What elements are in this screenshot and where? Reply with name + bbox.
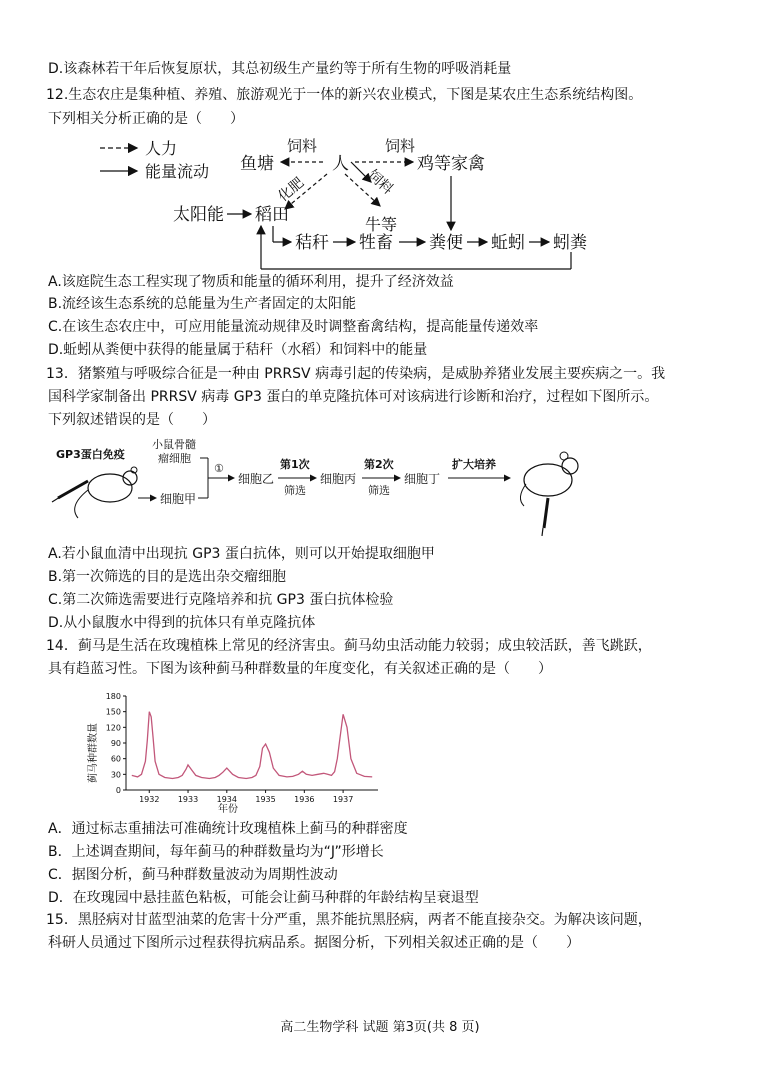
q12-option-d: D.蚯蚓从粪便中获得的能量属于秸秆（水稻）和饲料中的能量 <box>48 342 428 358</box>
q13-option-a: A.若小鼠血清中出现抗 GP3 蛋白抗体，则可以开始提取细胞甲 <box>48 546 435 562</box>
label-screen1-a: 第1次 <box>280 458 310 471</box>
node-cattle: 牛等 <box>365 215 398 234</box>
mouse-left-icon <box>75 467 137 518</box>
x-tick-label: 1936 <box>294 795 315 804</box>
node-cell-b: 细胞乙 <box>238 472 275 486</box>
node-straw: 秸秆 <box>295 233 329 253</box>
y-tick-label: 150 <box>105 707 121 717</box>
chart-ticks <box>106 692 354 804</box>
node-poultry: 鸡等家禽 <box>417 154 485 174</box>
syringe-left-icon <box>52 481 88 502</box>
mab-diagram <box>48 436 608 536</box>
label-screen2-b: 筛选 <box>368 484 390 497</box>
node-rice: 稻田 <box>255 205 289 225</box>
q14-option-d: D．在玫瑰园中悬挂蓝色粘板，可能会让蓟马种群的年龄结构呈衰退型 <box>48 890 479 906</box>
label-feed-1: 饲料 <box>287 137 318 155</box>
q15-stem-line2: 科研人员通过下图所示过程获得抗病品系。据图分析，下列相关叙述正确的是（ ） <box>48 935 580 951</box>
chart-axes <box>126 696 378 790</box>
y-tick-label: 90 <box>110 739 121 748</box>
eco-diagram <box>95 134 595 284</box>
page-footer: 高二生物学科 试题 第3页(共 8 页) <box>280 1020 480 1035</box>
thrips-population-chart <box>78 688 388 814</box>
q13-option-d: D.从小鼠腹水中得到的抗体只有单克隆抗体 <box>48 615 316 631</box>
q13-option-b: B.第一次筛选的目的是选出杂交瘤细胞 <box>48 569 287 585</box>
x-tick-label: 1932 <box>139 795 160 804</box>
y-tick-label: 120 <box>105 723 121 733</box>
node-cell-c: 细胞丙 <box>320 472 357 486</box>
node-wormcast: 蚓粪 <box>553 233 587 253</box>
node-livestock: 牲畜 <box>359 233 393 253</box>
q12-stem-line1: 12.生态农庄是集种植、养殖、旅游观光于一体的新兴农业模式，下图是某农庄生态系统结构图。 <box>46 87 643 103</box>
chart-xlabel: 年份 <box>218 804 238 814</box>
label-feed-2: 饲料 <box>385 137 416 155</box>
node-fishpond: 鱼塘 <box>240 154 274 174</box>
chart-ylabel: 蓟马种群数量 <box>88 723 99 783</box>
x-tick-label: 1935 <box>255 795 276 804</box>
q14-option-c: C．据图分析，蓟马种群数量波动为周期性波动 <box>48 867 338 883</box>
q14-option-a: A．通过标志重捕法可准确统计玫瑰植株上蓟马的种群密度 <box>48 821 408 837</box>
label-myeloma-2: 瘤细胞 <box>158 452 191 465</box>
node-person: 人 <box>332 154 349 174</box>
node-cell-a: 细胞甲 <box>160 492 197 506</box>
node-cell-d: 细胞丁 <box>404 472 441 486</box>
series-line <box>132 712 372 779</box>
x-tick-label: 1937 <box>332 795 354 804</box>
legend-human: 人力 <box>145 139 178 158</box>
q12-stem-line2: 下列相关分析正确的是（ ） <box>48 111 244 127</box>
label-fertilizer: 化肥 <box>275 174 308 206</box>
label-myeloma-1: 小鼠骨髓 <box>152 438 196 451</box>
q14-stem-line1: 14．蓟马是生活在玫瑰植株上常见的经济害虫。蓟马幼虫活动能力较弱；成虫较活跃，善飞跳跃， <box>46 638 652 654</box>
q14-option-b: B．上述调查期间，每年蓟马的种群数量均为“J”形增长 <box>48 844 384 860</box>
node-earthworm: 蚯蚓 <box>491 233 525 253</box>
node-sun: 太阳能 <box>173 205 224 225</box>
label-step-1: ① <box>214 462 224 475</box>
mouse-right-icon <box>520 452 578 506</box>
q13-stem-line2: 国科学家制备出 PRRSV 病毒 GP3 蛋白的单克隆抗体可对该病进行诊断和治疗，过程如下图所示。 <box>48 389 659 405</box>
q11-option-d: D.该森林若干年后恢复原状，其总初级生产量约等于所有生物的呼吸消耗量 <box>48 61 512 77</box>
label-feed-3: 饲料 <box>364 167 396 198</box>
q13-stem-line1: 13．猪繁殖与呼吸综合征是一种由 PRRSV 病毒引起的传染病，是威胁养猪业发展主要疾病之一。我 <box>46 366 666 382</box>
node-manure: 粪便 <box>429 233 463 253</box>
y-tick-label: 0 <box>115 786 121 795</box>
q14-stem-line2: 具有趋蓝习性。下图为该种蓟马种群数量的年度变化，有关叙述正确的是（ ） <box>48 661 552 677</box>
y-tick-label: 30 <box>110 770 121 780</box>
x-tick-label: 1934 <box>216 795 237 804</box>
label-immunize: GP3蛋白免疫 <box>56 448 125 461</box>
label-expand: 扩大培养 <box>452 458 496 471</box>
q13-stem-line3: 下列叙述错误的是（ ） <box>48 412 216 428</box>
q13-option-c: C.第二次筛选需要进行克隆培养和抗 GP3 蛋白抗体检验 <box>48 592 394 608</box>
syringe-right-icon <box>542 498 548 536</box>
q12-option-a: A.该庭院生态工程实现了物质和能量的循环利用，提升了经济效益 <box>48 274 454 290</box>
q15-stem-line1: 15．黑胫病对甘蓝型油菜的危害十分严重，黑芥能抗黑胫病，两者不能直接杂交。为解决该问题， <box>46 912 652 928</box>
q12-option-c: C.在该生态农庄中，可应用能量流动规律及时调整畜禽结构，提高能量传递效率 <box>48 319 539 335</box>
legend-energy: 能量流动 <box>145 162 210 181</box>
x-tick-label: 1933 <box>177 795 199 804</box>
y-tick-label: 180 <box>105 692 121 701</box>
y-tick-label: 60 <box>110 754 121 764</box>
label-screen1-b: 筛选 <box>284 484 306 497</box>
label-screen2-a: 第2次 <box>364 458 394 471</box>
q12-option-b: B.流经该生态系统的总能量为生产者固定的太阳能 <box>48 296 357 312</box>
